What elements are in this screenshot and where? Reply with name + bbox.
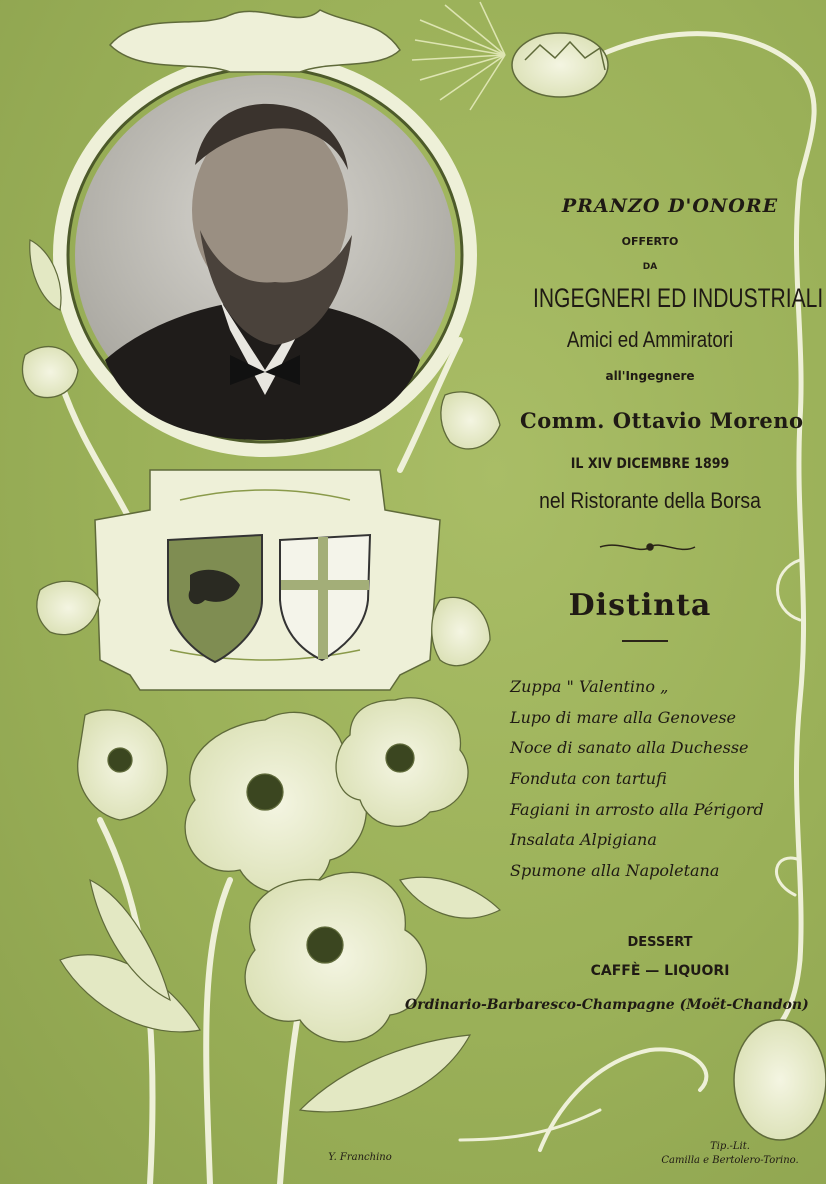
menu-list	[510, 672, 810, 887]
coat-of-arms	[95, 470, 440, 690]
menu-title: Distinta	[568, 588, 712, 623]
artist-signature: Y. Franchino	[328, 1152, 392, 1163]
menu-item: Fagiani in arrosto alla Périgord	[510, 799, 764, 819]
menu-item: Noce di sanato alla Duchesse	[510, 738, 749, 758]
portrait-icon	[75, 75, 455, 440]
sunburst-icon	[412, 2, 505, 110]
menu-item: Insalata Alpigiana	[510, 830, 657, 850]
wines-line: Ordinario-Barbaresco-Champagne (Moët-Chandon)	[405, 997, 809, 1013]
event-venue: nel Ristorante della Borsa	[539, 488, 761, 513]
printer-line: Tip.-Lit.	[710, 1141, 750, 1152]
event-title: PRANZO D'ONORE	[561, 195, 779, 217]
menu-item: Zuppa " Valentino „	[510, 677, 669, 696]
friends-line: Amici ed Ammiratori	[566, 327, 734, 352]
printer-line: Camilla e Bertolero-Torino.	[661, 1155, 799, 1166]
menu-item: Fonduta con tartufi	[510, 769, 667, 789]
menu-item: Lupo di mare alla Genovese	[510, 707, 737, 727]
printer-credit	[640, 1140, 820, 1168]
menu-item: Spumone alla Napoletana	[510, 861, 720, 881]
to-engineer-line: all'Ingegnere	[605, 369, 695, 383]
dessert-line: DESSERT	[627, 935, 693, 950]
hosts-line: INGEGNERI ED INDUSTRIALI	[533, 283, 824, 313]
by-label: DA	[642, 262, 658, 272]
offered-label: OFFERTO	[621, 235, 679, 248]
honoree-name: Comm. Ottavio Moreno	[520, 408, 804, 433]
event-date: IL XIV DICEMBRE 1899	[570, 456, 730, 472]
coffee-line: CAFFÈ — LIQUORI	[590, 963, 730, 979]
